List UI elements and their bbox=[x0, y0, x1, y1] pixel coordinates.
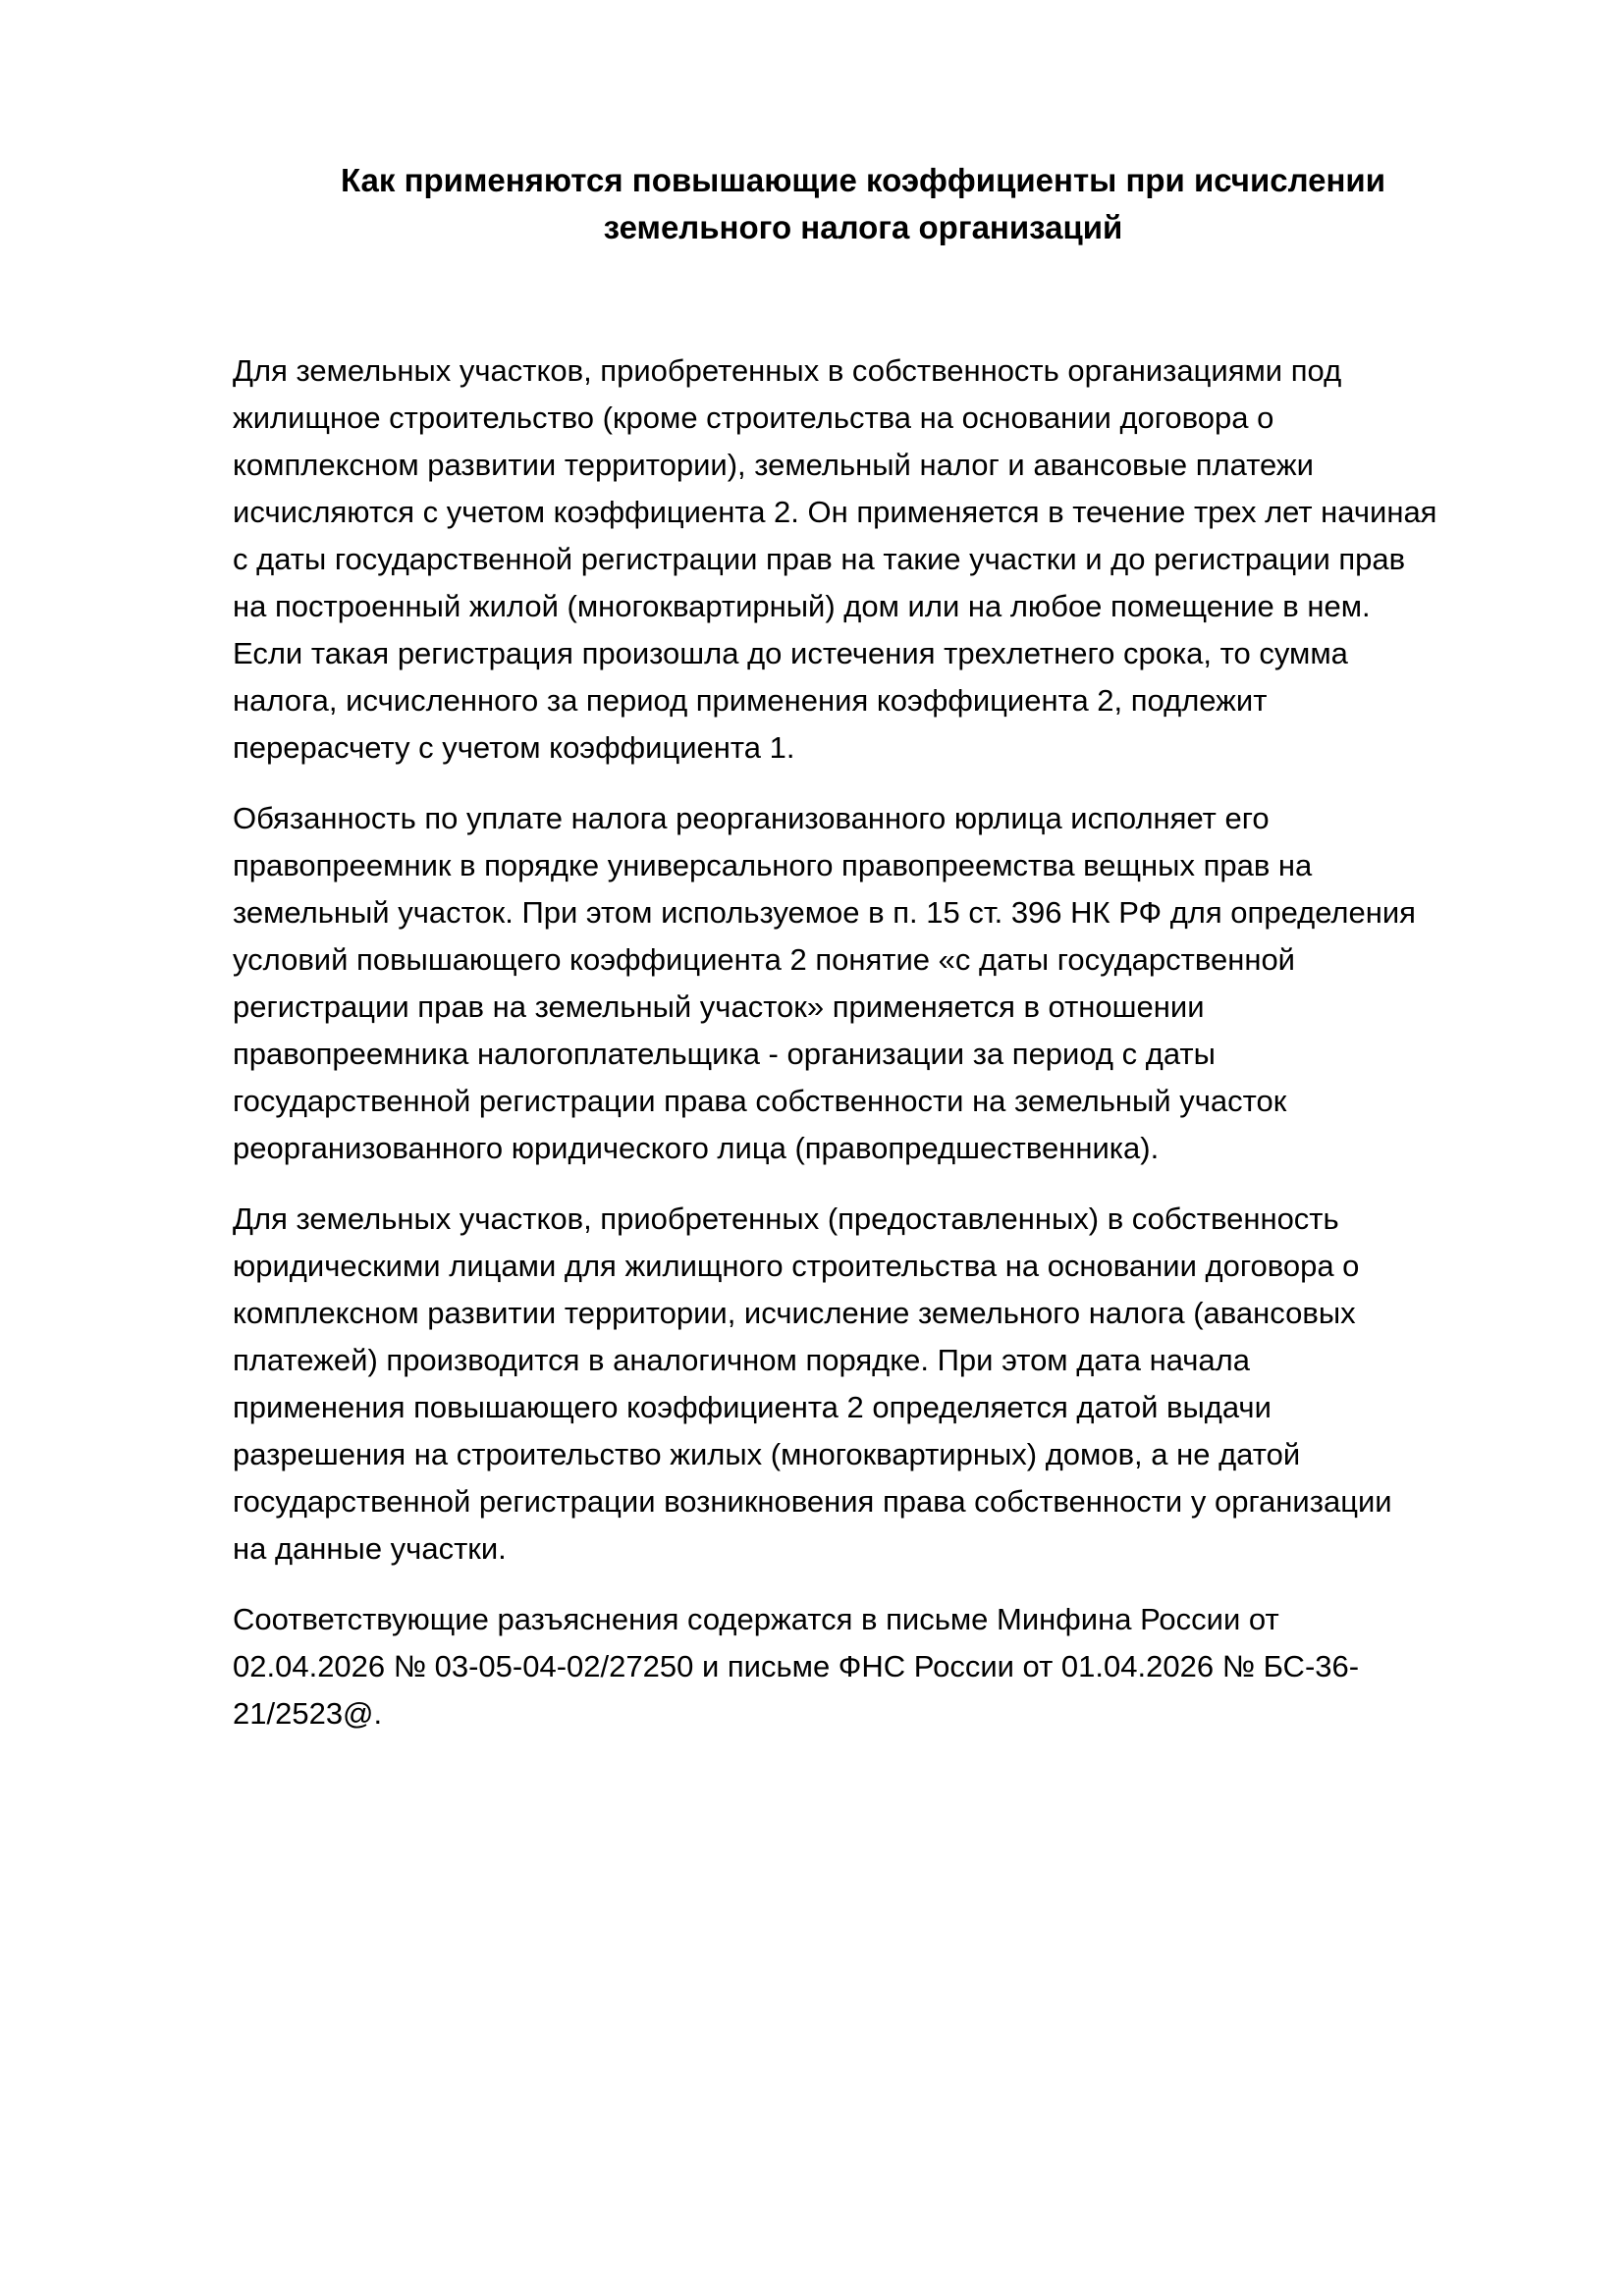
text-line: правопреемник в порядке универсального правопреемства вещных прав на bbox=[233, 848, 1313, 882]
text-line: на данные участки. bbox=[233, 1531, 507, 1566]
text-line: земельный участок. При этом используемое в п. 15 ст. 396 НК РФ для определения bbox=[233, 895, 1416, 930]
text-line: на построенный жилой (многоквартирный) дом или на любое помещение в нем. bbox=[233, 589, 1371, 623]
text-line: комплексном развитии территории), земельный налог и авансовые платежи bbox=[233, 448, 1314, 482]
paragraph-references bbox=[233, 1596, 1509, 1737]
text-line: юридическими лицами для жилищного строительства на основании договора о bbox=[233, 1249, 1360, 1283]
document-title bbox=[233, 157, 1493, 251]
text-line: регистрации прав на земельный участок» применяется в отношении bbox=[233, 989, 1205, 1024]
text-line: Для земельных участков, приобретенных (предоставленных) в собственность bbox=[233, 1201, 1339, 1236]
text-line: налога, исчисленного за период применения коэффициента 2, подлежит bbox=[233, 683, 1268, 718]
text-line: исчисляются с учетом коэффициента 2. Он применяется в течение трех лет начиная bbox=[233, 495, 1437, 529]
text-line: комплексном развитии территории, исчисление земельного налога (авансовых bbox=[233, 1296, 1356, 1330]
text-line: государственной регистрации права собственности на земельный участок bbox=[233, 1084, 1287, 1118]
text-line: Соответствующие разъяснения содержатся в письме Минфина России от bbox=[233, 1602, 1279, 1636]
text-line: государственной регистрации возникновения права собственности у организации bbox=[233, 1484, 1392, 1519]
text-line: применения повышающего коэффициента 2 определяется датой выдачи bbox=[233, 1390, 1272, 1424]
paragraph-complex-development bbox=[233, 1196, 1509, 1573]
title-line: земельного налога организаций bbox=[603, 209, 1123, 245]
text-line: Если такая регистрация произошла до истечения трехлетнего срока, то сумма bbox=[233, 636, 1348, 670]
text-line: жилищное строительство (кроме строительства на основании договора о bbox=[233, 400, 1274, 435]
text-line: условий повышающего коэффициента 2 понятие «с даты государственной bbox=[233, 942, 1296, 977]
text-line: платежей) производится в аналогичном порядке. При этом дата начала bbox=[233, 1343, 1250, 1377]
text-line: Обязанность по уплате налога реорганизованного юрлица исполняет его bbox=[233, 801, 1270, 835]
text-line: разрешения на строительство жилых (многоквартирных) домов, а не датой bbox=[233, 1437, 1301, 1471]
document-body bbox=[233, 347, 1509, 1761]
text-line: Для земельных участков, приобретенных в собственность организациями под bbox=[233, 353, 1342, 388]
text-line: с даты государственной регистрации прав на такие участки и до регистрации прав bbox=[233, 542, 1406, 576]
paragraph-reorganization bbox=[233, 795, 1509, 1172]
text-line: реорганизованного юридического лица (правопредшественника). bbox=[233, 1131, 1160, 1165]
text-line: перерасчету с учетом коэффициента 1. bbox=[233, 730, 795, 765]
text-line: 02.04.2026 № 03-05-04-02/27250 и письме ФНС России от 01.04.2026 № БС-36- bbox=[233, 1649, 1360, 1683]
title-line: Как применяются повышающие коэффициенты при исчислении bbox=[341, 162, 1385, 198]
paragraph-coefficient-2 bbox=[233, 347, 1509, 772]
text-line: правопреемника налогоплательщика - организации за период с даты bbox=[233, 1037, 1216, 1071]
text-line: 21/2523@. bbox=[233, 1696, 383, 1731]
